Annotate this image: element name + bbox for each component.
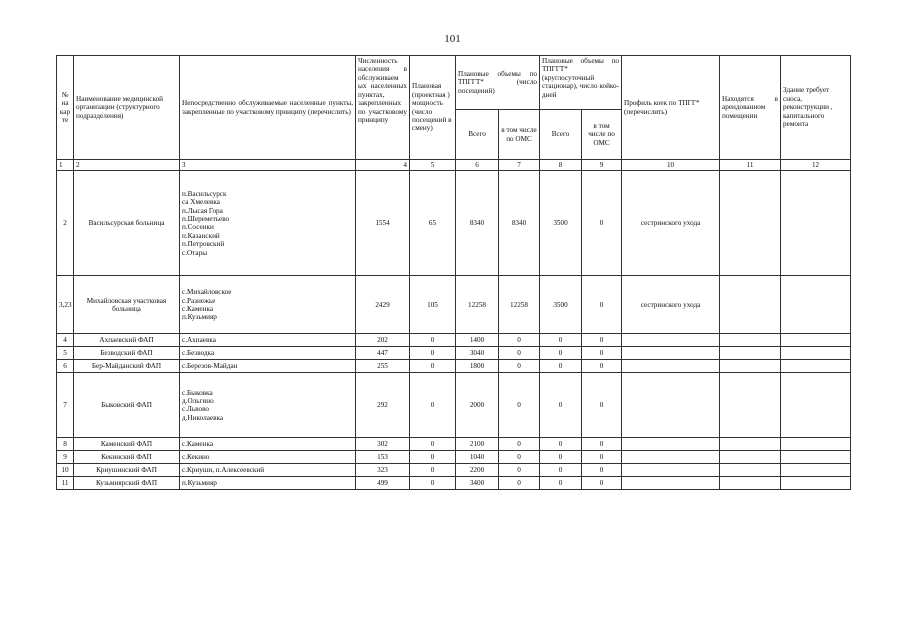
visits-total-cell: 1040 — [456, 451, 499, 464]
visits-total-cell: 2000 — [456, 373, 499, 438]
capacity-cell: 0 — [410, 464, 456, 477]
rented-cell — [720, 334, 781, 347]
map-number-cell: 11 — [57, 477, 74, 490]
population-cell: 153 — [356, 451, 410, 464]
bed-profile-cell: сестринского ухода — [622, 276, 720, 334]
column-number: 11 — [720, 160, 781, 171]
settlement-item: с.Кекино — [182, 453, 210, 462]
header-visits-total: Всего — [456, 110, 499, 160]
visits-oms-cell: 0 — [499, 334, 540, 347]
settlement-item: с.Михайловское — [182, 288, 232, 297]
capacity-cell: 0 — [410, 373, 456, 438]
capacity-cell: 0 — [410, 347, 456, 360]
map-number-cell: 7 — [57, 373, 74, 438]
header-repair: Здание требует сноса, реконструкции , капитального ремонта — [781, 56, 851, 160]
population-cell: 255 — [356, 360, 410, 373]
population-cell: 323 — [356, 464, 410, 477]
header-beddays-group: Плановые объемы по ТПГГТ* (круглосуточный стационар), число койко-дней — [540, 56, 622, 110]
settlements-cell — [180, 438, 356, 451]
capacity-cell: 0 — [410, 334, 456, 347]
header-visits-oms: в том числе по ОМС — [499, 110, 540, 160]
repair-cell — [781, 451, 851, 464]
organization-name-cell: Михайловская участковая больница — [74, 276, 180, 334]
map-number-cell: 9 — [57, 451, 74, 464]
organization-name-cell: Ахпаевский ФАП — [74, 334, 180, 347]
beddays-total-cell: 0 — [540, 360, 582, 373]
organization-name-cell: Кузьмиярский ФАП — [74, 477, 180, 490]
visits-total-cell: 8340 — [456, 171, 499, 276]
settlements-cell — [180, 373, 356, 438]
rented-cell — [720, 360, 781, 373]
table-body — [57, 171, 851, 490]
repair-cell — [781, 276, 851, 334]
settlement-item: п.Шереметьево — [182, 215, 230, 223]
settlement-item: са Хмелевка — [182, 198, 220, 207]
settlement-item: п.Казанский — [182, 231, 220, 240]
beddays-oms-cell: 0 — [582, 451, 622, 464]
settlement-item: д.Николаевка — [182, 413, 224, 422]
beddays-oms-cell: 0 — [582, 373, 622, 438]
beddays-oms-cell: 0 — [582, 276, 622, 334]
beddays-total-cell: 3500 — [540, 276, 582, 334]
visits-total-cell: 1800 — [456, 360, 499, 373]
population-cell: 2429 — [356, 276, 410, 334]
table-row — [57, 438, 851, 451]
settlement-item: п.Кузьмияр — [182, 313, 217, 322]
column-number: 8 — [540, 160, 582, 171]
repair-cell — [781, 171, 851, 276]
settlements-cell — [180, 347, 356, 360]
beddays-total-cell: 0 — [540, 334, 582, 347]
beddays-oms-cell: 0 — [582, 464, 622, 477]
header-rented: Находятся в арендованном помещении — [720, 56, 781, 160]
visits-oms-cell: 0 — [499, 438, 540, 451]
column-number-row — [57, 160, 851, 171]
beddays-oms-cell: 0 — [582, 171, 622, 276]
column-number: 12 — [781, 160, 851, 171]
table-row — [57, 477, 851, 490]
table-header-row — [57, 56, 851, 110]
visits-total-cell: 1400 — [456, 334, 499, 347]
repair-cell — [781, 347, 851, 360]
settlement-item: с.Разнежье — [182, 296, 216, 305]
organization-name-cell: Криушинский ФАП — [74, 464, 180, 477]
column-number: 2 — [74, 160, 180, 171]
repair-cell — [781, 360, 851, 373]
visits-oms-cell: 0 — [499, 451, 540, 464]
rented-cell — [720, 373, 781, 438]
table-row — [57, 334, 851, 347]
visits-oms-cell: 0 — [499, 477, 540, 490]
header-population: Численность населения в обслуживаем ых населенных пунктах, закрепленных по участковому принципу — [356, 56, 410, 160]
settlement-item: д.Ольгино — [182, 397, 214, 405]
settlement-item: с.Криуши, п.Алексеевский — [182, 466, 265, 475]
capacity-cell: 0 — [410, 360, 456, 373]
column-number: 7 — [499, 160, 540, 171]
rented-cell — [720, 451, 781, 464]
column-number: 10 — [622, 160, 720, 171]
repair-cell — [781, 334, 851, 347]
rented-cell — [720, 347, 781, 360]
visits-total-cell: 12258 — [456, 276, 499, 334]
table-row — [57, 451, 851, 464]
capacity-cell: 65 — [410, 171, 456, 276]
table-row — [57, 276, 851, 334]
header-map-number: № на кар те — [57, 56, 74, 160]
settlement-item: п.Кузьмияр — [182, 479, 217, 488]
map-number-cell: 10 — [57, 464, 74, 477]
settlements-cell — [180, 276, 356, 334]
settlement-item: с.Каменка — [182, 304, 214, 313]
map-number-cell: 6 — [57, 360, 74, 373]
column-number: 3 — [180, 160, 356, 171]
beddays-total-cell: 0 — [540, 373, 582, 438]
settlement-item: с.Каменка — [182, 440, 214, 449]
beddays-oms-cell: 0 — [582, 334, 622, 347]
population-cell: 447 — [356, 347, 410, 360]
population-cell: 292 — [356, 373, 410, 438]
settlements-cell — [180, 477, 356, 490]
population-cell: 302 — [356, 438, 410, 451]
settlement-item: с.Львово — [182, 405, 210, 414]
settlement-item: с.Ахпаевка — [182, 336, 216, 345]
beddays-oms-cell: 0 — [582, 477, 622, 490]
bed-profile-cell: сестринского ухода — [622, 171, 720, 276]
settlement-item: п.Лысая Гора — [182, 206, 223, 215]
visits-total-cell: 2200 — [456, 464, 499, 477]
visits-total-cell: 3040 — [456, 347, 499, 360]
beddays-oms-cell: 0 — [582, 360, 622, 373]
settlements-cell — [180, 334, 356, 347]
header-settlements: Непосредственно обслуживаемые населенные пункты, закрепленные по участковому принципу (перечислить) — [180, 56, 356, 160]
bed-profile-cell — [622, 334, 720, 347]
visits-oms-cell: 0 — [499, 360, 540, 373]
rented-cell — [720, 276, 781, 334]
visits-oms-cell: 12258 — [499, 276, 540, 334]
table-row — [57, 347, 851, 360]
table-row — [57, 360, 851, 373]
settlements-cell — [180, 171, 356, 276]
settlement-item: п.Васильсурск — [182, 189, 227, 198]
beddays-total-cell: 0 — [540, 438, 582, 451]
beddays-total-cell: 0 — [540, 347, 582, 360]
settlements-cell — [180, 360, 356, 373]
beddays-oms-cell: 0 — [582, 438, 622, 451]
population-cell: 202 — [356, 334, 410, 347]
beddays-total-cell: 3500 — [540, 171, 582, 276]
medical-organizations-table — [56, 55, 851, 490]
page-number: 101 — [444, 33, 461, 45]
bed-profile-cell — [622, 360, 720, 373]
capacity-cell: 0 — [410, 451, 456, 464]
visits-oms-cell: 0 — [499, 373, 540, 438]
beddays-total-cell: 0 — [540, 477, 582, 490]
settlements-cell — [180, 464, 356, 477]
table-row — [57, 373, 851, 438]
table-row — [57, 171, 851, 276]
map-number-cell: 8 — [57, 438, 74, 451]
visits-oms-cell: 8340 — [499, 171, 540, 276]
bed-profile-cell — [622, 477, 720, 490]
settlement-item: с.Быковка — [182, 388, 213, 397]
rented-cell — [720, 477, 781, 490]
repair-cell — [781, 464, 851, 477]
rented-cell — [720, 464, 781, 477]
bed-profile-cell — [622, 464, 720, 477]
settlements-cell — [180, 451, 356, 464]
organization-name-cell: Бер-Майданский ФАП — [74, 360, 180, 373]
population-cell: 1554 — [356, 171, 410, 276]
organization-name-cell: Безводский ФАП — [74, 347, 180, 360]
header-beddays-oms: в том числе по ОМС — [582, 110, 622, 160]
rented-cell — [720, 438, 781, 451]
beddays-total-cell: 0 — [540, 451, 582, 464]
bed-profile-cell — [622, 347, 720, 360]
bed-profile-cell — [622, 438, 720, 451]
visits-oms-cell: 0 — [499, 464, 540, 477]
organization-name-cell: Кекинский ФАП — [74, 451, 180, 464]
visits-oms-cell: 0 — [499, 347, 540, 360]
bed-profile-cell — [622, 451, 720, 464]
table-row — [57, 464, 851, 477]
beddays-oms-cell: 0 — [582, 347, 622, 360]
map-number-cell: 4 — [57, 334, 74, 347]
map-number-cell: 2 — [57, 171, 74, 276]
settlement-item: п.Сосенки — [182, 223, 214, 232]
capacity-cell: 0 — [410, 477, 456, 490]
capacity-cell: 105 — [410, 276, 456, 334]
map-number-cell: 5 — [57, 347, 74, 360]
header-visits-group: Плановые объемы по ТПГГТ* (число посещений) — [456, 56, 540, 110]
map-number-cell: 3,23 — [57, 276, 74, 334]
repair-cell — [781, 438, 851, 451]
rented-cell — [720, 171, 781, 276]
bed-profile-cell — [622, 373, 720, 438]
header-beddays-total: Всего — [540, 110, 582, 160]
organization-name-cell: Васильсурская больница — [74, 171, 180, 276]
column-number: 5 — [410, 160, 456, 171]
column-number: 1 — [57, 160, 74, 171]
column-number: 6 — [456, 160, 499, 171]
header-organization-name: Наименование медицинской организации (структурного подразделения) — [74, 56, 180, 160]
settlement-item: с.Березов-Майдан — [182, 362, 238, 371]
visits-total-cell: 2100 — [456, 438, 499, 451]
visits-total-cell: 3400 — [456, 477, 499, 490]
population-cell: 499 — [356, 477, 410, 490]
column-number: 4 — [356, 160, 410, 171]
beddays-total-cell: 0 — [540, 464, 582, 477]
header-capacity: Плановая (проектная ) мощность (число посещений в смену) — [410, 56, 456, 160]
repair-cell — [781, 373, 851, 438]
organization-name-cell: Каменский ФАП — [74, 438, 180, 451]
settlement-item: с.Безводка — [182, 349, 215, 358]
repair-cell — [781, 477, 851, 490]
column-number: 9 — [582, 160, 622, 171]
capacity-cell: 0 — [410, 438, 456, 451]
settlement-item: с.Отары — [182, 248, 208, 257]
header-bed-profile: Профиль коек по ТПГГ* (перечислить) — [622, 56, 720, 160]
organization-name-cell: Быковский ФАП — [74, 373, 180, 438]
settlement-item: п.Петровский — [182, 240, 225, 249]
